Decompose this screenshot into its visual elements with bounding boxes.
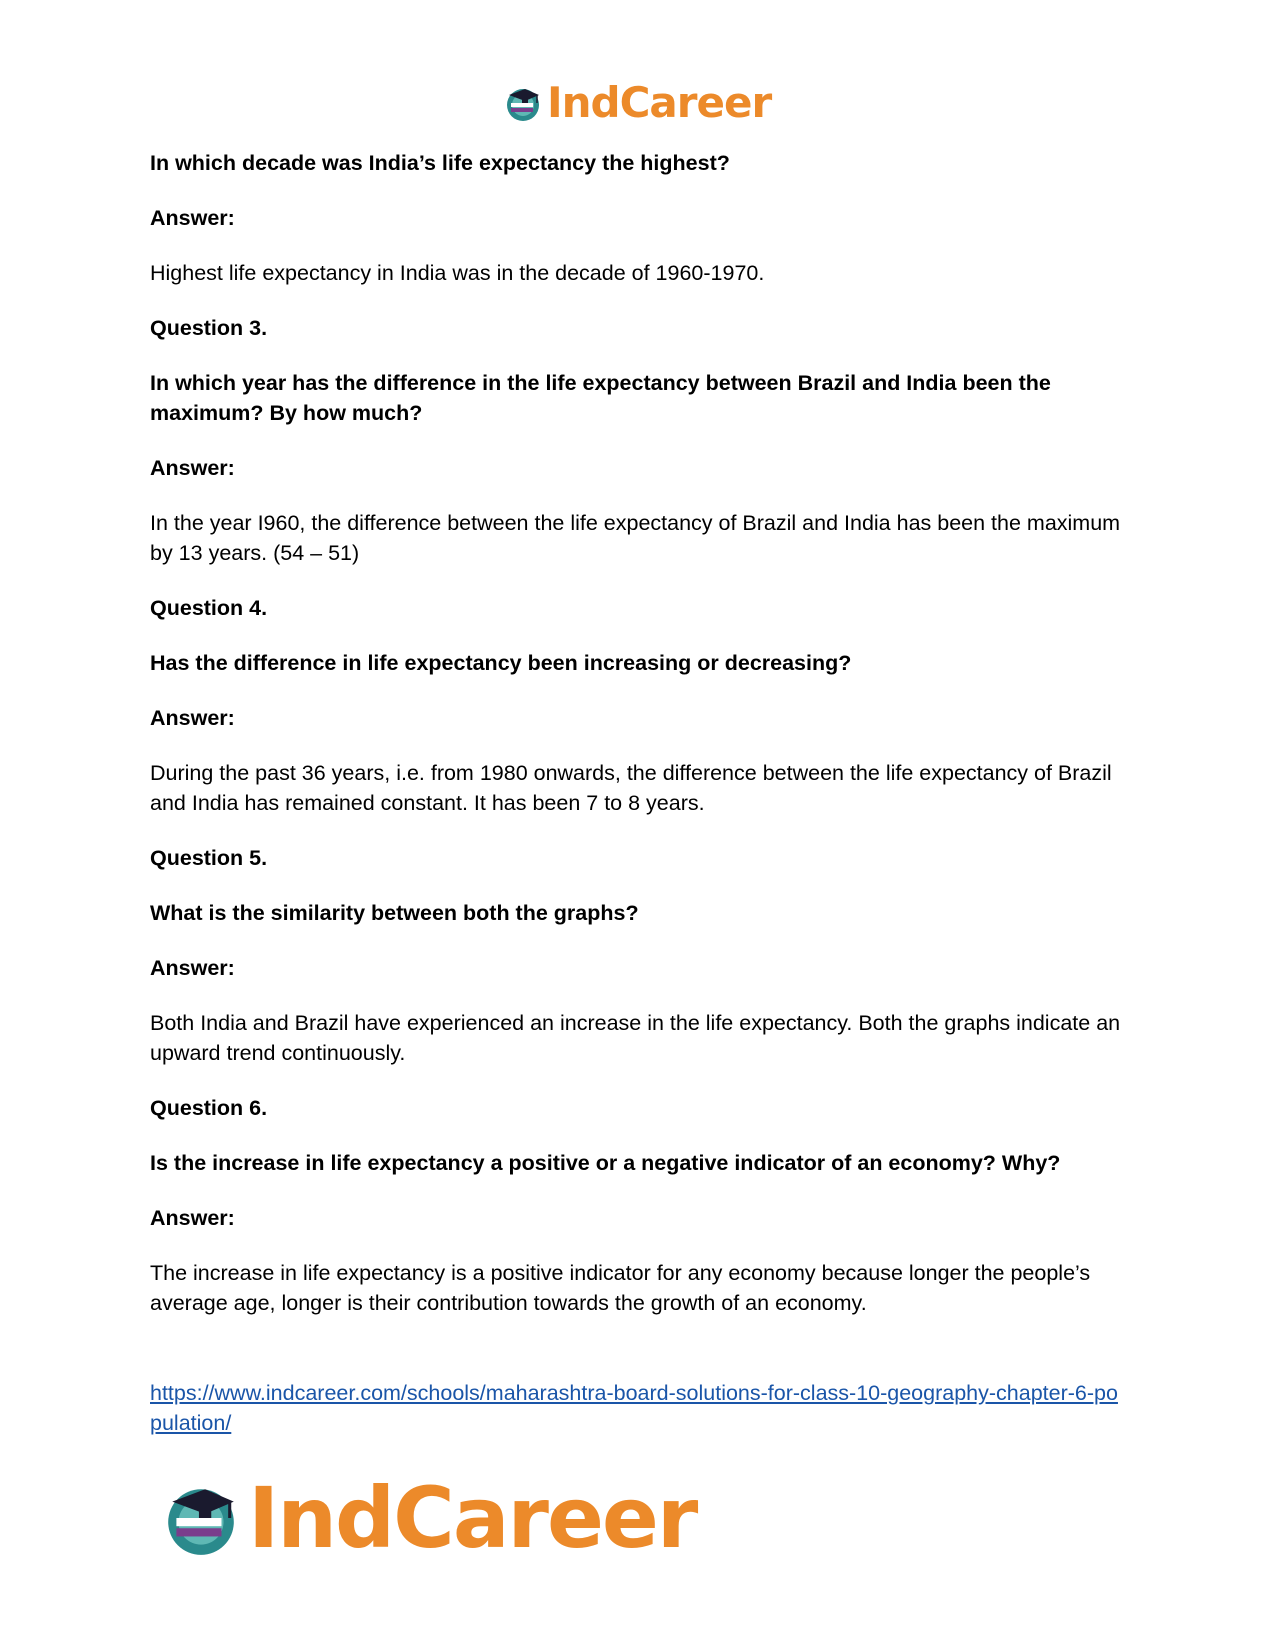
answer-label: Answer:: [150, 456, 235, 480]
answer-text: Highest life expectancy in India was in the decade of 1960-1970.: [150, 261, 765, 285]
main-content: [150, 148, 1130, 1438]
answer-text: The increase in life expectancy is a positive indicator for any economy because longer the people’s average age, longer is their contribution towards the growth of an economy.: [150, 1261, 1091, 1315]
answer-text: During the past 36 years, i.e. from 1980 onwards, the difference between the life expectancy of Brazil and India has remained constant. It has been 7 to 8 years.: [150, 761, 1112, 815]
graduation-cap-globe-icon: [503, 83, 543, 123]
question-4-text: Has the difference in life expectancy been increasing or decreasing?: [150, 651, 852, 675]
header-logo: [503, 76, 771, 130]
answer-text: Both India and Brazil have experienced an increase in the life expectancy. Both the graphs indicate an upward trend continuously.: [150, 1011, 1121, 1065]
answer-text: In the year I960, the difference between the life expectancy of Brazil and India has been the maximum by 13 years. (54 – 51): [150, 511, 1121, 565]
question-6-text: Is the increase in life expectancy a positive or a negative indicator of an economy? Why?: [150, 1151, 1061, 1175]
source-link[interactable]: https://www.indcareer.com/schools/maharashtra-board-solutions-for-class-10-geography-chapter-6-population/: [150, 1381, 1118, 1435]
footer-logo: [160, 1468, 696, 1568]
logo-wordmark: IndCareer: [547, 78, 772, 127]
answer-label: Answer:: [150, 206, 235, 230]
logo-wordmark: IndCareer: [248, 1469, 697, 1567]
question-4-label: Question 4.: [150, 596, 268, 620]
question-6-label: Question 6.: [150, 1096, 268, 1120]
question-2-text: In which decade was India’s life expectancy the highest?: [150, 151, 730, 175]
question-3-text: In which year has the difference in the life expectancy between Brazil and India been the maximum? By how much?: [150, 371, 1051, 425]
question-5-text: What is the similarity between both the graphs?: [150, 901, 639, 925]
answer-label: Answer:: [150, 1206, 235, 1230]
graduation-cap-globe-icon: [160, 1477, 242, 1559]
question-5-label: Question 5.: [150, 846, 268, 870]
question-3-label: Question 3.: [150, 316, 268, 340]
answer-label: Answer:: [150, 956, 235, 980]
answer-label: Answer:: [150, 706, 235, 730]
